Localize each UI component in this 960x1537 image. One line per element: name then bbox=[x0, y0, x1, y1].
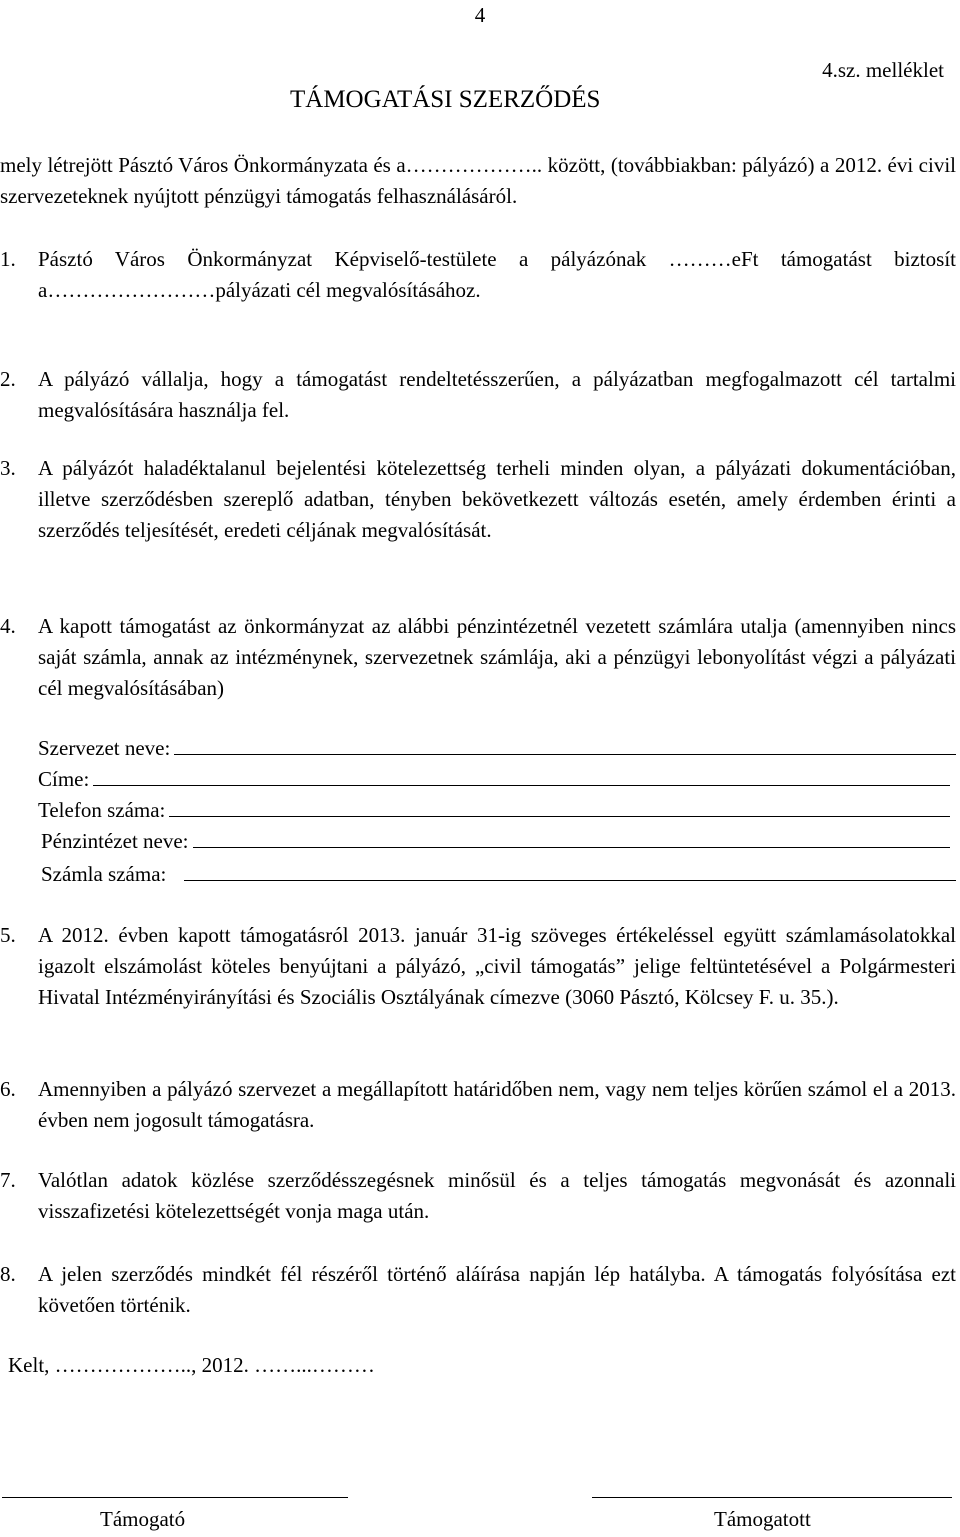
item-2-text: A pályázó vállalja, hogy a támogatást rendeltetésszerűen, a pályázatban megfogalmazott cél tartalmi megvalósítására használja fel. bbox=[38, 367, 956, 422]
address-field[interactable] bbox=[38, 763, 950, 794]
organization-name-line[interactable] bbox=[174, 732, 956, 755]
page-number: 4 bbox=[474, 3, 486, 27]
bank-name-field[interactable] bbox=[41, 825, 950, 856]
item-5-text: A 2012. évben kapott támogatásról 2013. január 31-ig szöveges értékeléssel együtt számlamásolatokkal igazolt elszámolást köteles benyújtani a pályázó, „civil támogatás” jelige feltüntetésével a Polgármesteri Hivatal Intézményirányítási és Szociális Osztályának címezve (3060 Pásztó, Kölcsey F. u. 35.). bbox=[38, 923, 956, 1009]
item-2-number: 2. bbox=[0, 367, 16, 391]
address-line[interactable] bbox=[93, 763, 950, 786]
bank-name-line[interactable] bbox=[193, 825, 950, 848]
account-number-line[interactable] bbox=[184, 858, 956, 881]
organization-name-field[interactable] bbox=[38, 732, 956, 763]
bank-name-label: Pénzintézet neve: bbox=[41, 829, 189, 853]
item-8-number: 8. bbox=[0, 1262, 16, 1286]
phone-line[interactable] bbox=[169, 794, 950, 817]
address-label: Címe: bbox=[38, 767, 90, 791]
signature-line-left[interactable] bbox=[2, 1497, 348, 1498]
account-number-label: Számla száma: bbox=[41, 862, 167, 886]
item-6-number: 6. bbox=[0, 1077, 16, 1101]
organization-name-label: Szervezet neve: bbox=[38, 736, 171, 760]
item-3-number: 3. bbox=[0, 456, 16, 480]
item-1-number: 1. bbox=[0, 247, 16, 271]
item-8-text: A jelen szerződés mindkét fél részéről történő aláírása napján lép hatályba. A támogatás folyósítása ezt követően történik. bbox=[38, 1262, 956, 1317]
item-3-text: A pályázót haladéktalanul bejelentési kötelezettség terheli minden olyan, a pályázati dokumentációban, illetve szerződésben szereplő adatban, tényben bekövetkezett változás esetén, amely érdemben érinti a szerződés teljesítését, eredeti céljának megvalósítását. bbox=[38, 456, 956, 542]
place-date: Kelt, ……………….., 2012. ……...……… bbox=[8, 1353, 375, 1377]
account-number-field[interactable] bbox=[41, 858, 956, 889]
item-7-text: Valótlan adatok közlése szerződésszegésnek minősül és a teljes támogatás megvonását és azonnali visszafizetési kötelezettségét vonja maga után. bbox=[38, 1168, 956, 1223]
intro-paragraph: mely létrejött Pásztó Város Önkormányzata és a……………….. között, (továbbiakban: pályázó) a 2012. évi civil szervezeteknek nyújtott pénzügyi támogatás felhasználásáról. bbox=[0, 153, 956, 208]
phone-field[interactable] bbox=[38, 794, 950, 825]
signature-label-supported: Támogatott bbox=[714, 1507, 811, 1531]
item-1-text: Pásztó Város Önkormányzat Képviselő-testülete a pályázónak ………eFt támogatást biztosít a……………………pályázati cél megvalósításához. bbox=[38, 247, 956, 302]
item-4-text: A kapott támogatást az önkormányzat az alábbi pénzintézetnél vezetett számlára utalja (amennyiben nincs saját számla, annak az intézménynek, szervezetnek számlája, aki a pénzügyi lebonyolítást végzi a pályázati cél megvalósításában) bbox=[38, 614, 956, 700]
item-6-text: Amennyiben a pályázó szervezet a megállapított határidőben nem, vagy nem teljes körűen számol el a 2013. évben nem jogosult támogatásra. bbox=[38, 1077, 956, 1132]
phone-label: Telefon száma: bbox=[38, 798, 166, 822]
item-4-number: 4. bbox=[0, 614, 16, 638]
document-title: TÁMOGATÁSI SZERZŐDÉS bbox=[290, 86, 601, 113]
item-5-number: 5. bbox=[0, 923, 16, 947]
signature-label-supporter: Támogató bbox=[100, 1507, 186, 1531]
annex-label: 4.sz. melléklet bbox=[822, 58, 944, 82]
signature-line-right[interactable] bbox=[592, 1497, 952, 1498]
item-7-number: 7. bbox=[0, 1168, 16, 1192]
